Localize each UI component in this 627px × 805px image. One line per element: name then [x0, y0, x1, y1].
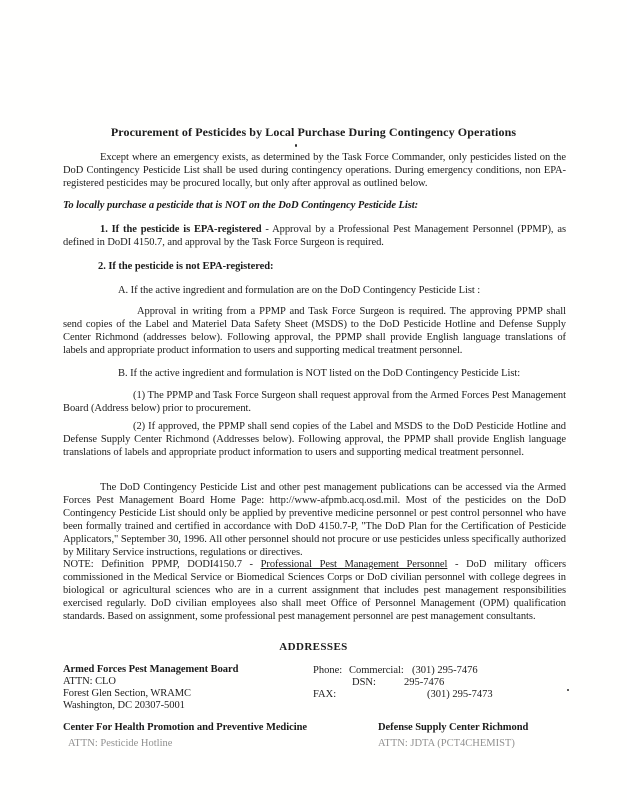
chppm-name: Center For Health Promotion and Preventive Medicine	[63, 722, 307, 733]
item-2-heading: 2. If the pesticide is not EPA-registered:	[98, 261, 274, 272]
paragraph-a-approval: Approval in writing from a PPMP and Task Force Surgeon is required. The approving PPMP shall send copies of the Label and Materiel Data Safety Sheet (MSDS) to the DoD Pesticide Hotline and Defense Supply Center Richmond (addresses below). Following approval, the PPMP shall provide English language translations of labels and appropriate product information to users and supporting medical treatment personnel.	[63, 306, 566, 356]
addresses-heading: ADDRESSES	[279, 641, 348, 653]
note-underlined-term: Professional Pest Management Personnel	[260, 559, 448, 570]
scan-speck	[567, 689, 569, 691]
scan-speck	[295, 144, 297, 147]
afpmb-attn: ATTN: CLO	[63, 676, 116, 687]
commercial-number: (301) 295-7476	[412, 665, 478, 676]
afpmb-name: Armed Forces Pest Management Board	[63, 664, 239, 675]
item-1-text: - Approval by a Professional Pest Management Personnel (PPMP), as defined in DoDI 4150.7, and approval by the Task Force Surgeon is required.	[63, 224, 566, 248]
afpmb-city: Washington, DC 20307-5001	[63, 700, 185, 711]
dscr-attn-text: ATTN: JDTA (PCT4CHEMIST)	[378, 738, 515, 749]
chppm-attn-cutoff	[68, 733, 318, 749]
item-1-paragraph	[63, 223, 566, 249]
chppm-attn-text: ATTN: Pesticide Hotline	[68, 738, 173, 749]
commercial-label: Commercial:	[349, 665, 404, 676]
afpmb-address-block	[63, 664, 323, 712]
dscr-name: Defense Supply Center Richmond	[378, 722, 529, 733]
fax-number: (301) 295-7473	[427, 689, 493, 700]
phone-label: Phone:	[313, 665, 343, 676]
note-rest: - DoD military officers commissioned in the Medical Service or Biomedical Sciences Corps or DoD civilian personnel with college degrees in biological or agricultural sciences who are in a current assignment that includes pest management responsibilities exercised regularly. DoD civilian employees also shall meet Office of Personnel Management (OPM) qualification standards. Based on assignment, some professional pest management personnel are pest management consultants.	[63, 559, 566, 622]
paragraph-b2: (2) If approved, the PPMP shall send copies of the Label and MSDS to the DoD Pesticide Hotline and Defense Supply Center Richmond (Addresses below). Following approval, the PPMP shall provide English language translations of labels and appropriate product information to users and supporting medical treatment personnel.	[63, 421, 566, 458]
dscr-attn-cutoff	[378, 733, 608, 749]
intro-paragraph: Except where an emergency exists, as determined by the Task Force Commander, only pesticides listed on the DoD Contingency Pesticide List shall be used during contingency operations. During emergency conditions, non EPA-registered pesticides may be procured locally, but only after approval as outlined below.	[63, 152, 566, 189]
fax-label: FAX:	[313, 689, 337, 700]
sub-item-a: A. If the active ingredient and formulation are on the DoD Contingency Pesticide List :	[118, 285, 481, 296]
paragraph-access-info: The DoD Contingency Pesticide List and other pest management publications can be accessed via the Armed Forces Pest Management Board Home Page: http://www-afpmb.acq.osd.mil. Most of the pesticides on the DoD Contingency Pesticide List should only be applied by preventive medicine personnel or pest control personnel who have been formally trained and certified in accordance with DoD 4150.7-P, "The DoD Plan for the Certification of Pesticide Applicators," September 30, 1996. All other personnel should not procure or use pesticides unless specifically authorized by Military Service instructions, regulations or directives.	[63, 482, 566, 558]
note-prefix: NOTE: Definition PPMP, DODI4150.7 -	[63, 559, 261, 570]
sub-item-b: B. If the active ingredient and formulation is NOT listed on the DoD Contingency Pesticide List:	[118, 368, 521, 379]
list-heading: To locally purchase a pesticide that is NOT on the DoD Contingency Pesticide List:	[63, 200, 419, 211]
afpmb-street: Forest Glen Section, WRAMC	[63, 688, 192, 699]
dsn-number: 295-7476	[404, 677, 445, 688]
item-1-lead: 1. If the pesticide is EPA-registered	[100, 224, 262, 235]
note-paragraph	[63, 558, 566, 623]
paragraph-b1: (1) The PPMP and Task Force Surgeon shall request approval from the Armed Forces Pest Management Board (Address below) prior to procurement.	[63, 390, 566, 414]
page-title: Procurement of Pesticides by Local Purchase During Contingency Operations	[110, 125, 517, 139]
dsn-label: DSN:	[352, 677, 376, 688]
